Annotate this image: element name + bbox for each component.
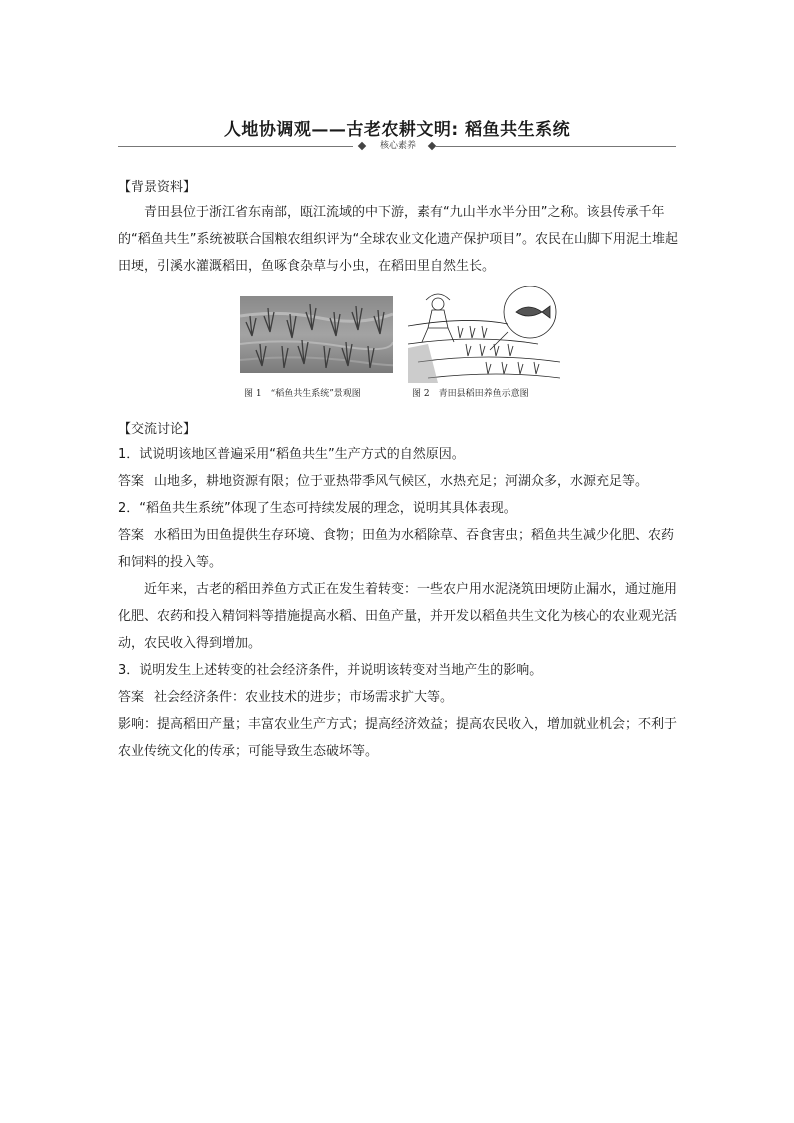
background-text: 青田县位于浙江省东南部，瓯江流域的中下游，素有“九山半水半分田”之称。该县传承千年的“稻鱼共生”系统被联合国粮农组织评为“全球农业文化遗产保护项目”。农民在山脚下用泥土堆起田埂，引溪水灌溉稻田，鱼啄食杂草与小虫，在稻田里自然生长。 xyxy=(118,205,678,274)
divider-line-right xyxy=(436,146,676,147)
diamond-icon xyxy=(428,142,436,150)
diamond-icon xyxy=(358,142,366,150)
rice-paddy-photo xyxy=(240,296,393,373)
answer-3-impact: 影响：提高稻田产量；丰富农业生产方式；提高经济效益；提高农民收入，增加就业机会；不利于农业传统文化的传承；可能导致生态破坏等。 xyxy=(118,717,678,759)
divider-line-left xyxy=(118,146,353,147)
answer-tag: 答案 xyxy=(118,528,145,543)
answer-tag: 答案 xyxy=(118,690,145,705)
answer-2-text: 水稻田为田鱼提供生存环境、食物；田鱼为水稻除草、吞食害虫；稻鱼共生减少化肥、农药和饲料的投入等。 xyxy=(118,528,675,570)
question-2: 2．“稻鱼共生系统”体现了生态可持续发展的理念，说明其具体表现。 xyxy=(118,501,517,516)
answer-3-text: 社会经济条件：农业技术的进步；市场需求扩大等。 xyxy=(154,690,454,705)
figure1-caption: 图 1 “稻鱼共生系统”景观图 xyxy=(244,389,361,399)
background-label: 【背景资料】 xyxy=(118,180,197,195)
discussion-label: 【交流讨论】 xyxy=(118,422,197,437)
answer-3 xyxy=(118,684,686,711)
rice-fish-diagram xyxy=(408,286,560,383)
figures-row xyxy=(118,286,686,416)
content-body xyxy=(118,178,686,765)
figure2-caption: 图 2 青田县稻田养鱼示意图 xyxy=(412,389,529,399)
page-title: 人地协调观——古老农耕文明: 稻鱼共生系统 xyxy=(223,120,571,140)
subtitle-label: 核心素养 xyxy=(379,141,416,151)
answer-2 xyxy=(118,522,686,576)
answer-tag: 答案 xyxy=(118,474,145,489)
answer-1 xyxy=(118,468,686,495)
passage-text: 近年来，古老的稻田养鱼方式正在发生着转变：一些农户用水泥浇筑田埂防止漏水，通过施用化肥、农药和投入精饲料等措施提高水稻、田鱼产量，并开发以稻鱼共生文化为核心的农业观光活动，农民收入得到增加。 xyxy=(118,582,678,651)
subtitle-divider xyxy=(118,140,676,154)
question-1: 1．试说明该地区普遍采用“稻鱼共生”生产方式的自然原因。 xyxy=(118,447,465,462)
answer-1-text: 山地多，耕地资源有限；位于亚热带季风气候区，水热充足；河湖众多，水源充足等。 xyxy=(154,474,649,489)
question-3: 3．说明发生上述转变的社会经济条件，并说明该转变对当地产生的影响。 xyxy=(118,663,543,678)
